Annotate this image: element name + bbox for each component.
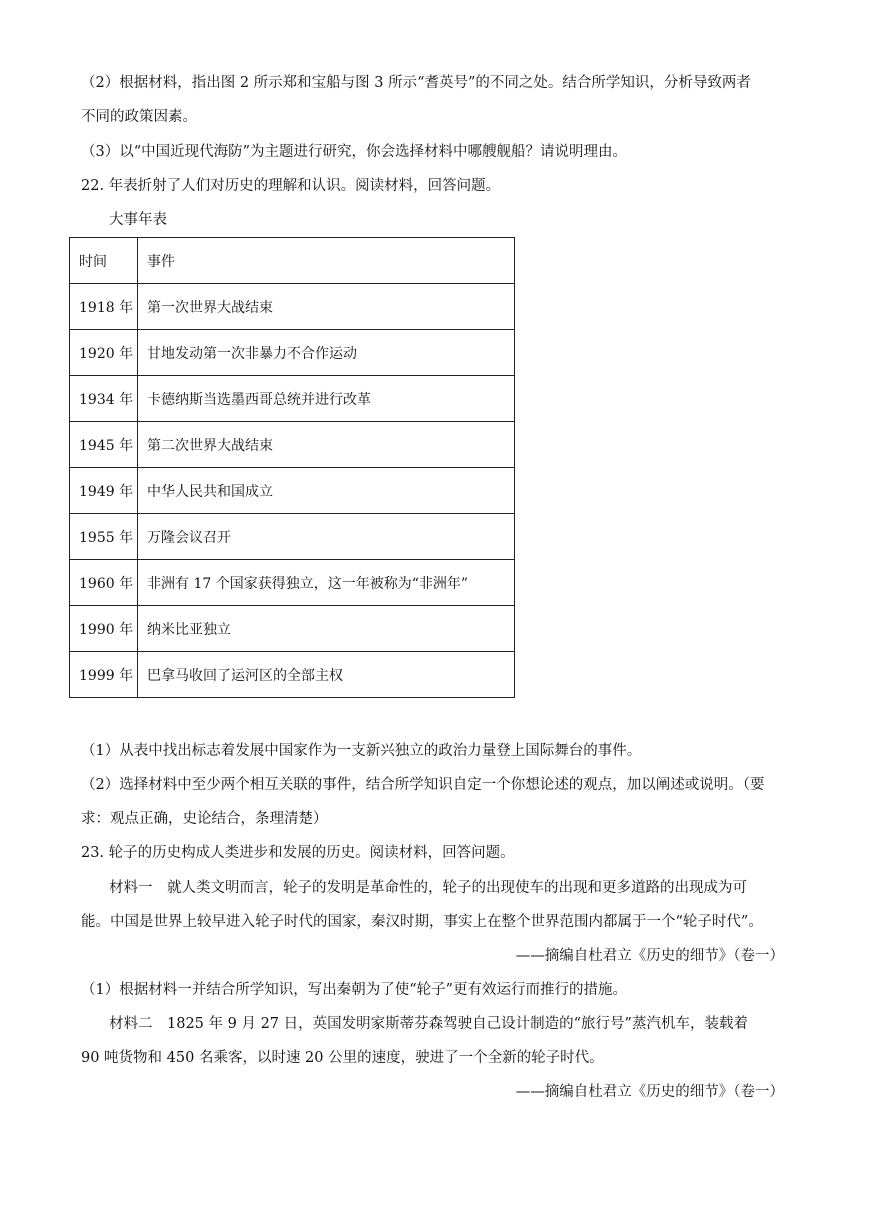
q21-part2-line2: 不同的政策因素。 — [81, 109, 197, 125]
q23-part1: （1）根据材料一并结合所学知识，写出秦朝为了使“轮子”更有效运行而推行的措施。 — [81, 982, 628, 998]
row-year: 1920 年 — [70, 330, 138, 376]
q23-material2-line2: 90 吨货物和 450 名乘客，以时速 20 公里的速度，驶进了一个全新的轮子时代。 — [81, 1050, 604, 1066]
table-row — [70, 514, 515, 560]
table-row — [70, 652, 515, 698]
row-year: 1918 年 — [70, 284, 138, 330]
row-event: 甘地发动第一次非暴力不合作运动 — [138, 330, 515, 376]
q23-source1: ——摘编自杜君立《历史的细节》（卷一） — [515, 948, 784, 964]
row-year: 1999 年 — [70, 652, 138, 698]
row-year: 1934 年 — [70, 376, 138, 422]
q22-stem: 22. 年表折射了人们对历史的理解和认识。阅读材料，回答问题。 — [81, 178, 501, 194]
q21-part3: （3）以“中国近现代海防”为主题进行研究，你会选择材料中哪艘舰船？请说明理由。 — [81, 144, 628, 160]
q23-stem: 23. 轮子的历史构成人类进步和发展的历史。阅读材料，回答问题。 — [81, 845, 515, 861]
row-event: 第二次世界大战结束 — [138, 422, 515, 468]
row-year: 1960 年 — [70, 560, 138, 606]
row-event: 中华人民共和国成立 — [138, 468, 515, 514]
row-event: 巴拿马收回了运河区的全部主权 — [138, 652, 515, 698]
events-table — [69, 237, 515, 698]
table-row — [70, 560, 515, 606]
q23-source2: ——摘编自杜君立《历史的细节》（卷一） — [515, 1084, 784, 1100]
q23-material1-line1: 材料一 就人类文明而言，轮子的发明是革命性的，轮子的出现使车的出现和更多道路的出现成为可 — [109, 880, 747, 896]
q22-part1: （1）从表中找出标志着发展中国家作为一支新兴独立的政治力量登上国际舞台的事件。 — [81, 743, 642, 759]
table-title: 大事年表 — [109, 212, 167, 228]
header-event: 事件 — [138, 238, 515, 284]
table-row — [70, 606, 515, 652]
table-row — [70, 330, 515, 376]
row-event: 纳米比亚独立 — [138, 606, 515, 652]
q23-material2-line1: 材料二 1825 年 9 月 27 日，英国发明家斯蒂芬森驾驶自己设计制造的“旅行号”蒸汽机车，装载着 — [109, 1016, 748, 1032]
row-year: 1955 年 — [70, 514, 138, 560]
row-year: 1949 年 — [70, 468, 138, 514]
table-header-row — [70, 238, 515, 284]
table-row — [70, 284, 515, 330]
row-event: 非洲有 17 个国家获得独立，这一年被称为“非洲年” — [138, 560, 515, 606]
row-event: 卡德纳斯当选墨西哥总统并进行改革 — [138, 376, 515, 422]
table-row — [70, 376, 515, 422]
q22-part2-line1: （2）选择材料中至少两个相互关联的事件，结合所学知识自定一个你想论述的观点，加以阐述或说明。（要 — [81, 777, 765, 793]
q23-material1-line2: 能。中国是世界上较早进入轮子时代的国家，秦汉时期，事实上在整个世界范围内都属于一个“轮子时代”。 — [81, 914, 763, 930]
table-row — [70, 422, 515, 468]
row-event: 万隆会议召开 — [138, 514, 515, 560]
q22-part2-line2: 求：观点正确，史论结合，条理清楚） — [81, 811, 328, 827]
row-event: 第一次世界大战结束 — [138, 284, 515, 330]
header-time: 时间 — [70, 238, 138, 284]
row-year: 1945 年 — [70, 422, 138, 468]
table-row — [70, 468, 515, 514]
row-year: 1990 年 — [70, 606, 138, 652]
q21-part2-line1: （2）根据材料，指出图 2 所示郑和宝船与图 3 所示“耆英号”的不同之处。结合所学知识，分析导致两者 — [81, 75, 751, 91]
